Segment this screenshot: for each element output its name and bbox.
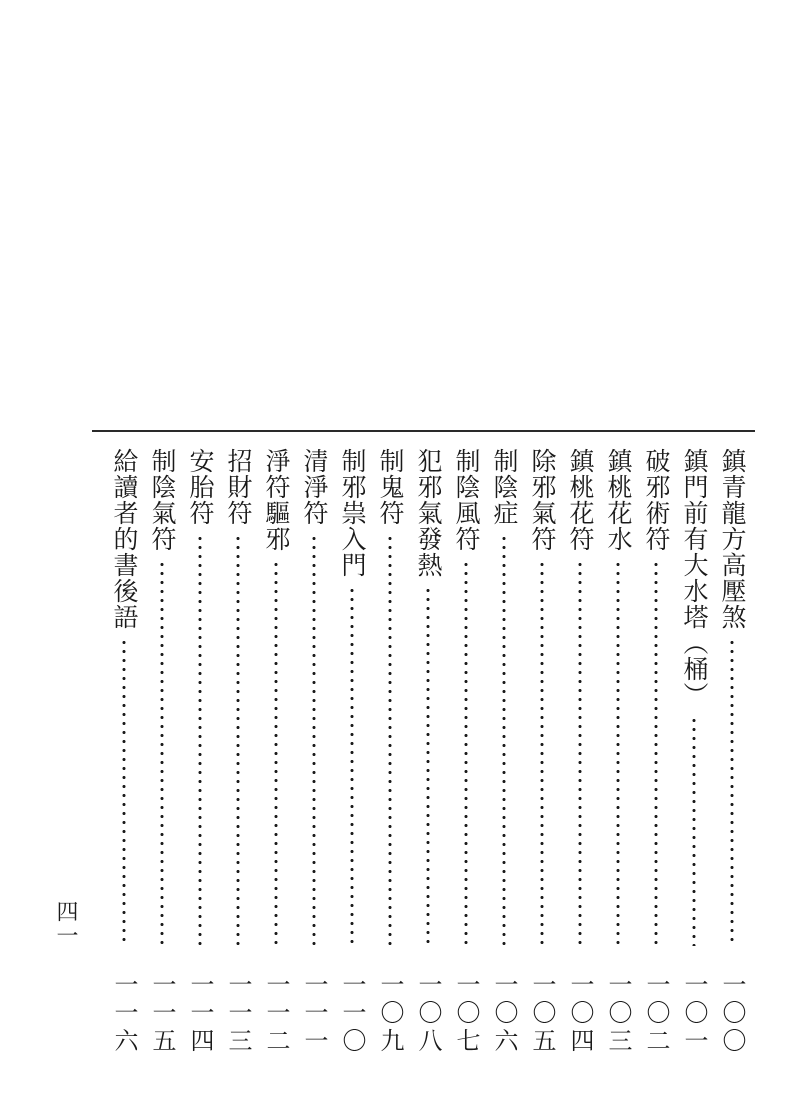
dot-leader [387, 534, 393, 946]
toc-entry-title: 鎮門前有大水塔（桶） [680, 448, 709, 708]
toc-entry-page: 一一二 [262, 972, 290, 1056]
toc-entry-title: 安胎符 [186, 448, 215, 526]
toc-entry [185, 448, 215, 1058]
toc-entry [679, 448, 709, 1058]
toc-entry [641, 448, 671, 1058]
toc-entry [223, 448, 253, 1058]
dot-leader [311, 534, 317, 946]
toc-entry [527, 448, 557, 1058]
toc-entry-page: 一〇八 [414, 972, 442, 1056]
toc-entry-title: 犯邪氣發熱 [414, 448, 443, 578]
toc-entry-title: 破邪術符 [642, 448, 671, 552]
dot-leader [425, 586, 431, 946]
toc-entry-page: 一一〇 [338, 972, 366, 1056]
dot-leader [273, 560, 279, 946]
toc-entry-title: 制陰氣符 [148, 448, 177, 552]
toc-entry-title: 淨符驅邪 [262, 448, 291, 552]
toc-entry-page: 一〇六 [490, 972, 518, 1056]
toc-entry-title: 除邪氣符 [528, 448, 557, 552]
toc-entry [109, 448, 139, 1058]
toc-entry [375, 448, 405, 1058]
dot-leader [729, 638, 735, 946]
toc-entry-title: 招財符 [224, 448, 253, 526]
dot-leader [539, 560, 545, 946]
toc-entry [147, 448, 177, 1058]
toc-entry-page: 一一五 [148, 972, 176, 1056]
toc-entry-page: 一〇七 [452, 972, 480, 1056]
toc-entry-title: 給讀者的書後語 [110, 448, 139, 630]
toc-entry [489, 448, 519, 1058]
toc-entry-page: 一一四 [186, 972, 214, 1056]
toc-entry-title: 鎮青龍方高壓煞 [718, 448, 747, 630]
dot-leader [691, 716, 697, 946]
toc-entry-page: 一〇三 [604, 972, 632, 1056]
toc-entry-title: 制陰風符 [452, 448, 481, 552]
dot-leader [121, 638, 127, 946]
toc-entry [717, 448, 747, 1058]
dot-leader [463, 560, 469, 946]
toc-entry [337, 448, 367, 1058]
toc-entry [299, 448, 329, 1058]
toc-entry-page: 一一一 [300, 972, 328, 1056]
toc-entry [603, 448, 633, 1058]
toc-entry-title: 制邪祟入門 [338, 448, 367, 578]
toc-entry-page: 一〇四 [566, 972, 594, 1056]
dot-leader [159, 560, 165, 946]
toc-entry-title: 制鬼符 [376, 448, 405, 526]
dot-leader [235, 534, 241, 946]
toc-entry-page: 一〇〇 [718, 972, 746, 1056]
toc-entry-title: 鎮桃花水 [604, 448, 633, 552]
folio-page-number: 四一 [53, 900, 78, 948]
toc-entry-page: 一〇五 [528, 972, 556, 1056]
toc-entry [261, 448, 291, 1058]
toc-entry-title: 鎮桃花符 [566, 448, 595, 552]
dot-leader [577, 560, 583, 946]
toc-entry-page: 一一三 [224, 972, 252, 1056]
toc-entry [451, 448, 481, 1058]
toc-entry [565, 448, 595, 1058]
dot-leader [653, 560, 659, 946]
dot-leader [501, 534, 507, 946]
toc-entry-page: 一〇二 [642, 972, 670, 1056]
toc-entry [413, 448, 443, 1058]
toc-entry-title: 清淨符 [300, 448, 329, 526]
toc-entry-page: 一一六 [110, 972, 138, 1056]
header-rule [92, 430, 755, 432]
dot-leader [615, 560, 621, 946]
dot-leader [349, 586, 355, 946]
toc-entry-title: 制陰症 [490, 448, 519, 526]
toc-entry-page: 一〇一 [680, 972, 708, 1056]
dot-leader [197, 534, 203, 946]
toc-entry-page: 一〇九 [376, 972, 404, 1056]
